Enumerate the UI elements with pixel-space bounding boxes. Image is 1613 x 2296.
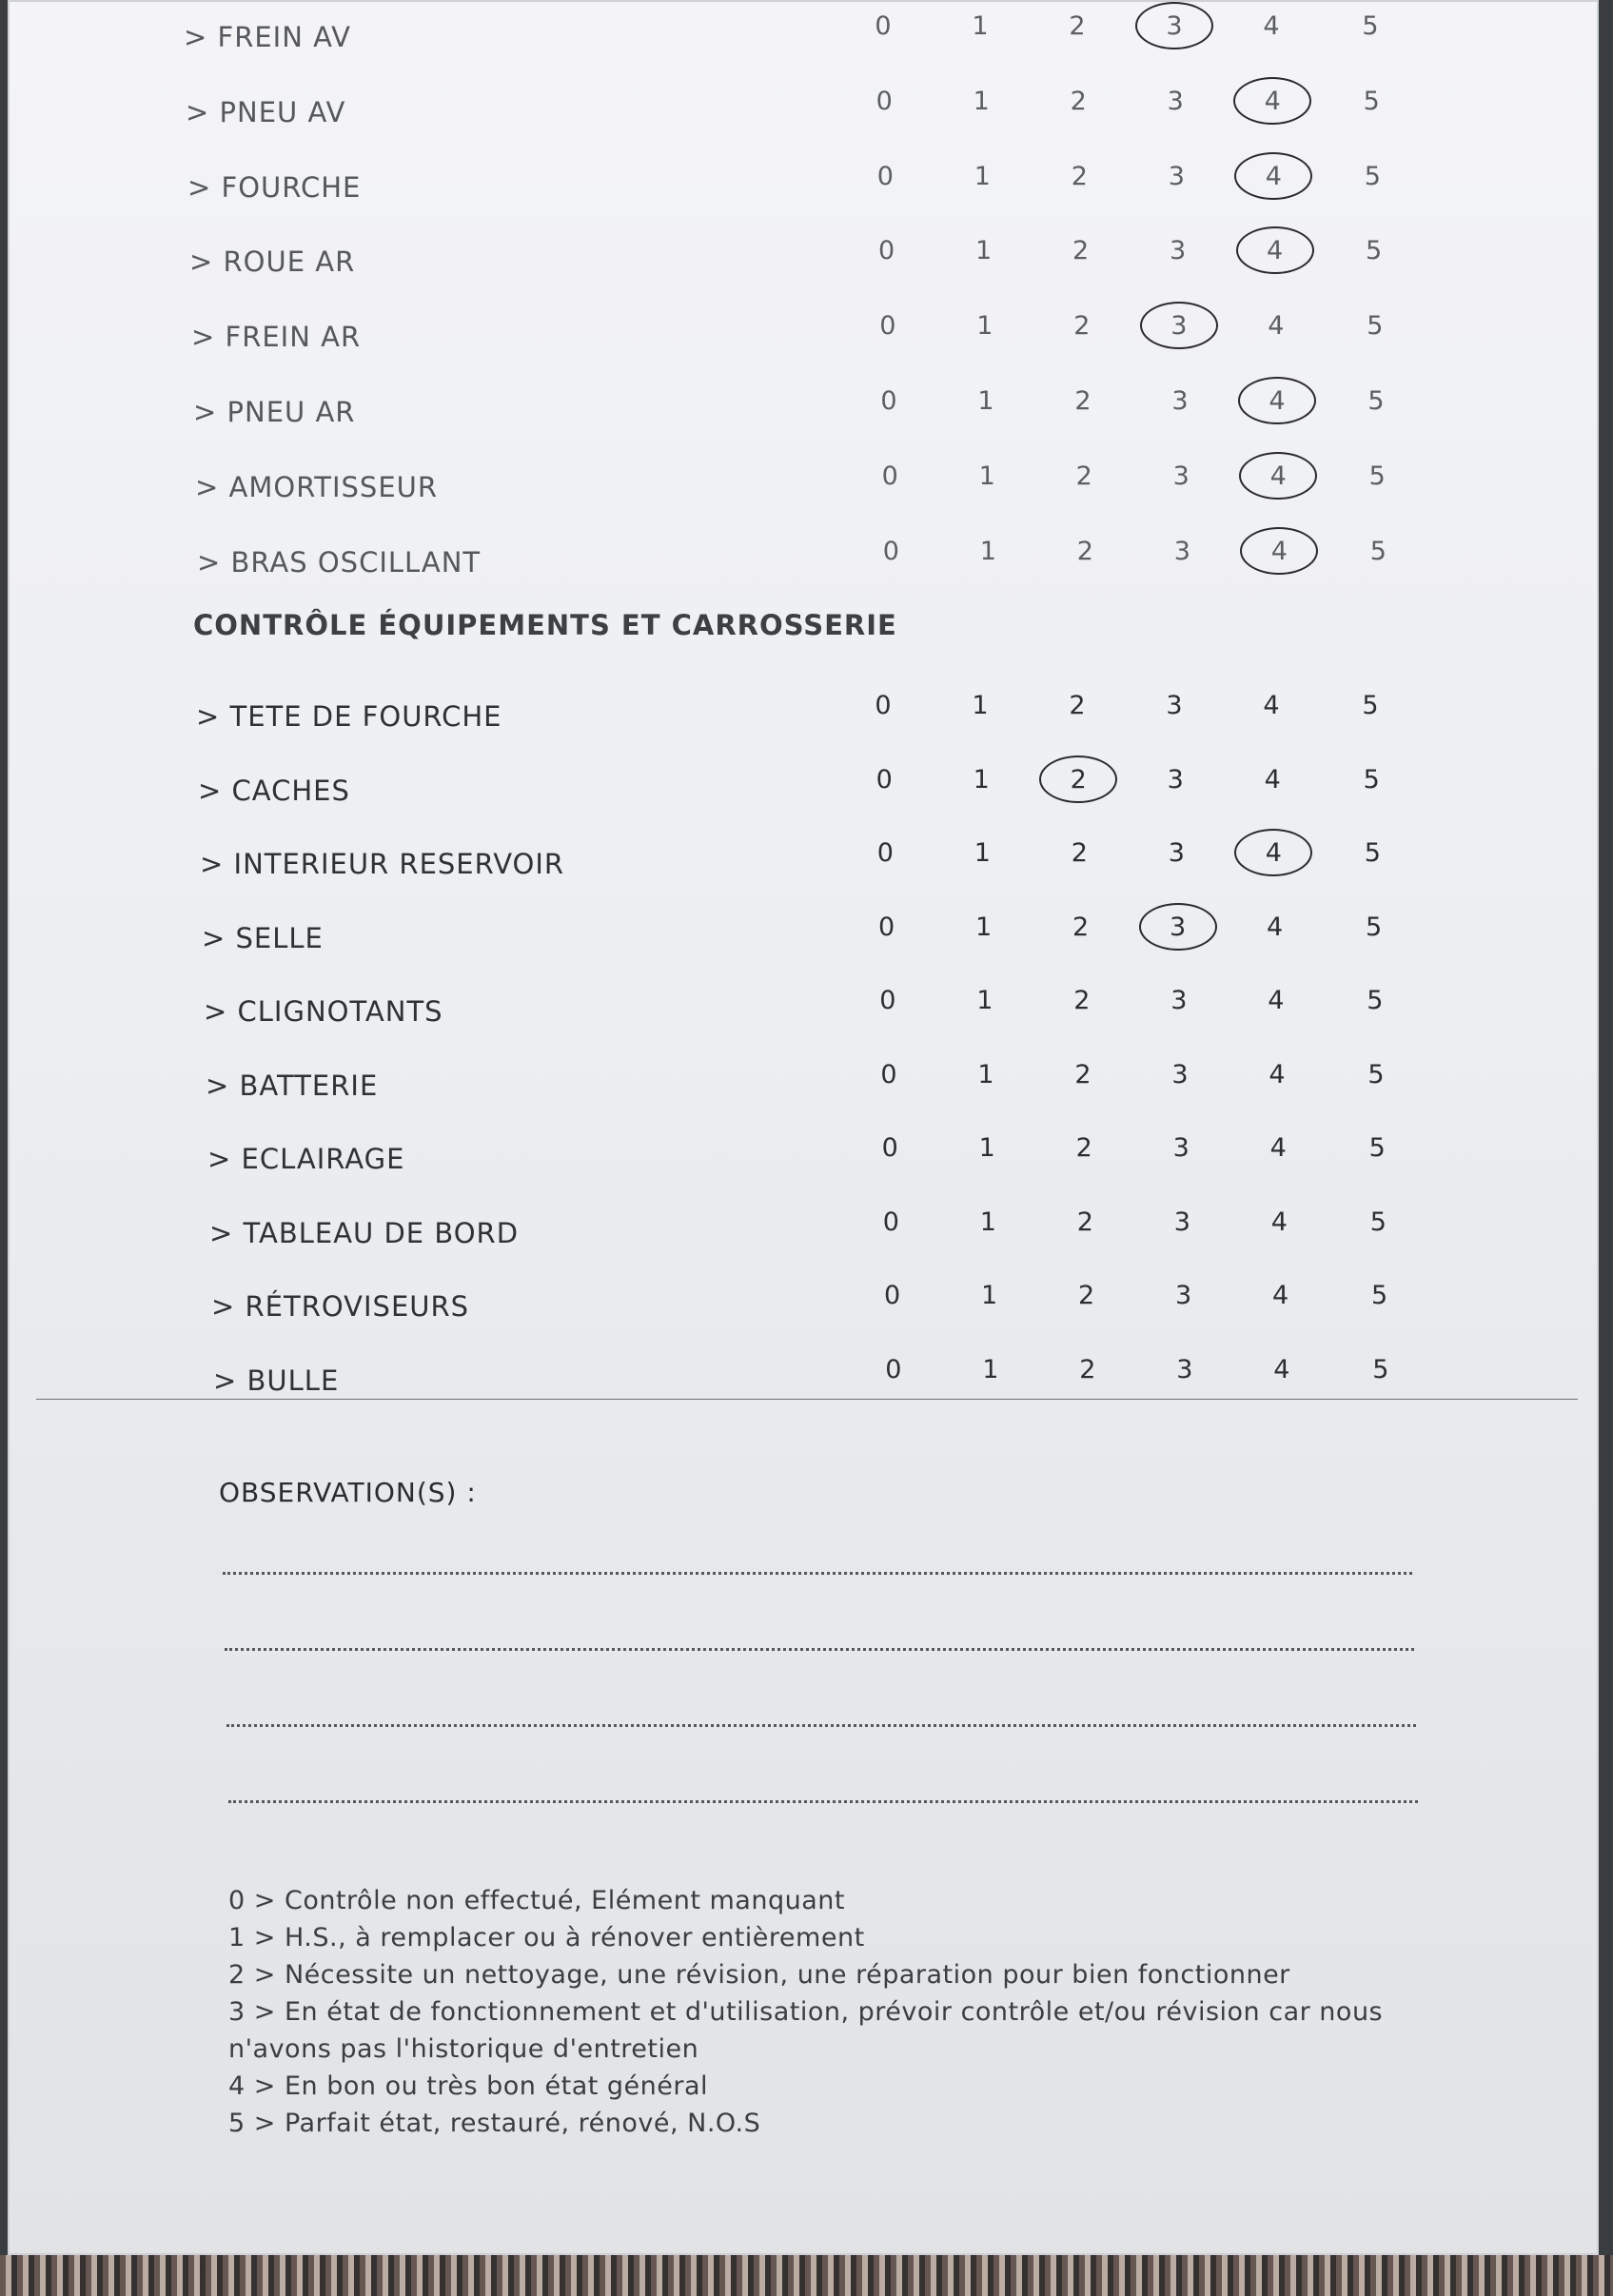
row-label: > CACHES — [198, 774, 350, 807]
score-option-1[interactable]: 1 — [977, 386, 994, 416]
selected-score-circle — [1236, 226, 1314, 274]
score-option-1[interactable]: 1 — [973, 86, 990, 116]
score-option-1[interactable]: 1 — [977, 1059, 994, 1089]
row-label: > ROUE AR — [189, 245, 356, 279]
rating-row — [8, 834, 1599, 892]
score-option-5[interactable]: 5 — [1363, 764, 1380, 795]
rating-row — [8, 1129, 1599, 1187]
legend-line: 3 > En état de fonctionnement et d'utilisation, prévoir contrôle et/ou révision car nous — [228, 1997, 1384, 2027]
legend-line: 5 > Parfait état, restauré, rénové, N.O.S — [228, 2109, 761, 2138]
selected-score-circle — [1238, 377, 1316, 424]
score-option-3[interactable]: 3 — [1175, 1281, 1192, 1310]
score-option-4[interactable]: 4 — [1264, 86, 1281, 116]
score-option-1[interactable]: 1 — [979, 1207, 996, 1237]
score-option-3[interactable]: 3 — [1170, 311, 1188, 342]
score-option-1[interactable]: 1 — [978, 1133, 995, 1163]
rating-legend — [228, 1882, 1465, 2142]
selected-score-circle — [1234, 152, 1312, 200]
score-option-4[interactable]: 4 — [1267, 912, 1284, 942]
row-label: > CLIGNOTANTS — [204, 995, 443, 1028]
score-option-1[interactable]: 1 — [972, 11, 989, 41]
score-option-4[interactable]: 4 — [1263, 691, 1280, 720]
selected-score-circle — [1140, 302, 1218, 349]
binder-edge — [0, 2255, 1613, 2296]
score-option-3[interactable]: 3 — [1166, 691, 1183, 720]
score-option-5[interactable]: 5 — [1367, 986, 1384, 1015]
score-option-0[interactable]: 0 — [880, 1059, 897, 1089]
score-option-1[interactable]: 1 — [974, 161, 991, 191]
row-label: > INTERIEUR RESERVOIR — [200, 848, 565, 880]
score-option-3[interactable]: 3 — [1172, 1133, 1190, 1163]
score-option-4[interactable]: 4 — [1273, 1354, 1290, 1384]
score-option-3[interactable]: 3 — [1168, 161, 1185, 191]
legend-line: 2 > Nécessite un nettoyage, une révision, une réparation pour bien fonctionner — [228, 1960, 1290, 1990]
score-option-2[interactable]: 2 — [1069, 11, 1086, 41]
rating-row — [8, 8, 1599, 65]
score-option-1[interactable]: 1 — [975, 912, 993, 942]
selected-score-circle — [1039, 756, 1117, 803]
row-label: > ECLAIRAGE — [207, 1143, 405, 1175]
rating-row — [8, 761, 1599, 818]
score-option-0[interactable]: 0 — [876, 838, 894, 868]
score-option-3[interactable]: 3 — [1170, 912, 1187, 942]
legend-line: 1 > H.S., à remplacer ou à rénover entièrement — [228, 1923, 865, 1953]
selected-score-circle — [1135, 2, 1213, 49]
score-option-2[interactable]: 2 — [1072, 236, 1090, 266]
score-option-5[interactable]: 5 — [1362, 11, 1379, 41]
score-option-5[interactable]: 5 — [1368, 461, 1386, 491]
form-sheet — [8, 0, 1599, 2255]
rating-row — [8, 232, 1599, 289]
rating-row — [8, 533, 1599, 590]
score-option-1[interactable]: 1 — [972, 691, 989, 720]
score-option-5[interactable]: 5 — [1367, 311, 1384, 342]
score-option-5[interactable]: 5 — [1369, 1207, 1387, 1237]
score-option-3[interactable]: 3 — [1176, 1354, 1193, 1384]
row-label: > TETE DE FOURCHE — [196, 700, 502, 733]
score-option-4[interactable]: 4 — [1270, 1207, 1288, 1237]
score-option-0[interactable]: 0 — [879, 986, 896, 1015]
score-option-1[interactable]: 1 — [973, 764, 990, 795]
score-option-0[interactable]: 0 — [875, 11, 892, 41]
rating-row — [8, 982, 1599, 1039]
score-option-0[interactable]: 0 — [878, 912, 895, 942]
score-option-4[interactable]: 4 — [1269, 461, 1287, 491]
selected-score-circle — [1240, 527, 1318, 575]
score-option-2[interactable]: 2 — [1070, 86, 1087, 116]
score-option-2[interactable]: 2 — [1076, 1207, 1093, 1237]
score-option-0[interactable]: 0 — [875, 764, 893, 795]
score-option-3[interactable]: 3 — [1170, 236, 1187, 266]
score-option-1[interactable]: 1 — [981, 1281, 998, 1310]
score-option-3[interactable]: 3 — [1166, 11, 1183, 41]
legend-line: 0 > Contrôle non effectué, Elément manquant — [228, 1886, 845, 1915]
selected-score-circle — [1233, 77, 1311, 125]
score-option-2[interactable]: 2 — [1072, 912, 1090, 942]
score-option-3[interactable]: 3 — [1171, 386, 1189, 416]
selected-score-circle — [1139, 903, 1217, 951]
selected-score-circle — [1239, 452, 1317, 500]
score-option-1[interactable]: 1 — [978, 461, 995, 491]
score-option-2[interactable]: 2 — [1071, 161, 1088, 191]
observation-line-4[interactable] — [228, 1800, 1418, 1803]
row-label: > SELLE — [202, 921, 324, 954]
score-option-0[interactable]: 0 — [875, 691, 892, 720]
row-label: > AMORTISSEUR — [195, 470, 439, 503]
row-label: > FOURCHE — [187, 170, 362, 204]
score-option-2[interactable]: 2 — [1074, 1059, 1092, 1089]
observations-title: OBSERVATION(S) : — [219, 1477, 477, 1508]
rating-row — [8, 1204, 1599, 1261]
score-option-0[interactable]: 0 — [875, 86, 893, 116]
score-option-4[interactable]: 4 — [1268, 986, 1285, 1015]
row-label: > FREIN AV — [184, 21, 351, 53]
score-option-3[interactable]: 3 — [1167, 764, 1184, 795]
score-option-2[interactable]: 2 — [1073, 986, 1091, 1015]
table-bottom-rule — [36, 1399, 1578, 1400]
row-label: > BATTERIE — [206, 1069, 379, 1102]
observation-line-1[interactable] — [223, 1572, 1412, 1575]
score-option-3[interactable]: 3 — [1173, 536, 1190, 566]
score-option-5[interactable]: 5 — [1372, 1354, 1389, 1384]
score-option-5[interactable]: 5 — [1368, 1133, 1386, 1163]
score-option-0[interactable]: 0 — [882, 536, 899, 566]
score-option-3[interactable]: 3 — [1171, 1059, 1189, 1089]
rating-row — [8, 383, 1599, 440]
score-option-2[interactable]: 2 — [1074, 386, 1092, 416]
score-option-5[interactable]: 5 — [1364, 838, 1381, 868]
score-option-1[interactable]: 1 — [976, 986, 993, 1015]
score-option-0[interactable]: 0 — [882, 1207, 899, 1237]
score-option-0[interactable]: 0 — [880, 386, 897, 416]
section-heading-equipements: CONTRÔLE ÉQUIPEMENTS ET CARROSSERIE — [193, 609, 897, 641]
score-option-4[interactable]: 4 — [1272, 1281, 1289, 1310]
score-option-3[interactable]: 3 — [1170, 986, 1188, 1015]
score-option-5[interactable]: 5 — [1366, 912, 1383, 942]
score-option-4[interactable]: 4 — [1269, 386, 1286, 416]
selected-score-circle — [1234, 829, 1312, 876]
score-option-2[interactable]: 2 — [1075, 461, 1092, 491]
score-option-5[interactable]: 5 — [1367, 1059, 1385, 1089]
score-option-0[interactable]: 0 — [885, 1354, 902, 1384]
score-option-5[interactable]: 5 — [1369, 536, 1387, 566]
score-option-1[interactable]: 1 — [976, 311, 993, 342]
row-label: > BRAS OSCILLANT — [197, 545, 482, 579]
score-option-4[interactable]: 4 — [1265, 161, 1282, 191]
row-label: > FREIN AR — [191, 321, 362, 354]
score-option-4[interactable]: 4 — [1267, 236, 1284, 266]
score-option-2[interactable]: 2 — [1073, 311, 1091, 342]
score-option-4[interactable]: 4 — [1265, 838, 1282, 868]
rating-row — [8, 1056, 1599, 1113]
score-option-5[interactable]: 5 — [1371, 1281, 1388, 1310]
row-label: > PNEU AV — [186, 95, 346, 128]
score-option-1[interactable]: 1 — [982, 1354, 999, 1384]
score-option-1[interactable]: 1 — [979, 536, 996, 566]
score-option-0[interactable]: 0 — [881, 1133, 898, 1163]
observation-line-2[interactable] — [225, 1648, 1414, 1651]
score-option-1[interactable]: 1 — [974, 838, 991, 868]
rating-row — [8, 687, 1599, 744]
score-option-3[interactable]: 3 — [1167, 86, 1184, 116]
score-option-2[interactable]: 2 — [1075, 1133, 1092, 1163]
score-option-3[interactable]: 3 — [1173, 1207, 1190, 1237]
score-option-2[interactable]: 2 — [1078, 1281, 1095, 1310]
score-option-5[interactable]: 5 — [1363, 86, 1380, 116]
score-option-4[interactable]: 4 — [1269, 1059, 1286, 1089]
score-option-1[interactable]: 1 — [975, 236, 993, 266]
row-label: > RÉTROVISEURS — [211, 1290, 470, 1323]
score-option-2[interactable]: 2 — [1079, 1354, 1096, 1384]
rating-row — [8, 83, 1599, 140]
legend-line: n'avons pas l'historique d'entretien — [228, 2034, 699, 2064]
rating-row — [8, 1277, 1599, 1334]
score-option-2[interactable]: 2 — [1076, 536, 1093, 566]
score-option-2[interactable]: 2 — [1070, 764, 1087, 795]
score-option-5[interactable]: 5 — [1366, 236, 1383, 266]
score-option-2[interactable]: 2 — [1071, 838, 1088, 868]
score-option-0[interactable]: 0 — [884, 1281, 901, 1310]
rating-row — [8, 458, 1599, 515]
score-option-0[interactable]: 0 — [876, 161, 894, 191]
rating-row — [8, 158, 1599, 215]
score-option-2[interactable]: 2 — [1069, 691, 1086, 720]
rating-row — [8, 307, 1599, 364]
score-option-0[interactable]: 0 — [878, 236, 895, 266]
rating-row — [8, 909, 1599, 966]
row-label: > PNEU AR — [193, 396, 356, 428]
score-option-4[interactable]: 4 — [1264, 764, 1281, 795]
legend-line: 4 > En bon ou très bon état général — [228, 2071, 709, 2101]
score-option-0[interactable]: 0 — [881, 461, 898, 491]
row-label: > TABLEAU DE BORD — [209, 1216, 520, 1249]
score-option-5[interactable]: 5 — [1364, 161, 1381, 191]
score-option-3[interactable]: 3 — [1172, 461, 1190, 491]
score-option-4[interactable]: 4 — [1268, 311, 1285, 342]
score-option-5[interactable]: 5 — [1362, 691, 1379, 720]
row-label: > BULLE — [213, 1364, 340, 1397]
score-option-5[interactable]: 5 — [1367, 386, 1385, 416]
score-option-3[interactable]: 3 — [1168, 838, 1185, 868]
score-option-4[interactable]: 4 — [1270, 536, 1288, 566]
score-option-0[interactable]: 0 — [879, 311, 896, 342]
observation-line-3[interactable] — [226, 1724, 1416, 1727]
score-option-4[interactable]: 4 — [1263, 11, 1280, 41]
score-option-4[interactable]: 4 — [1269, 1133, 1287, 1163]
